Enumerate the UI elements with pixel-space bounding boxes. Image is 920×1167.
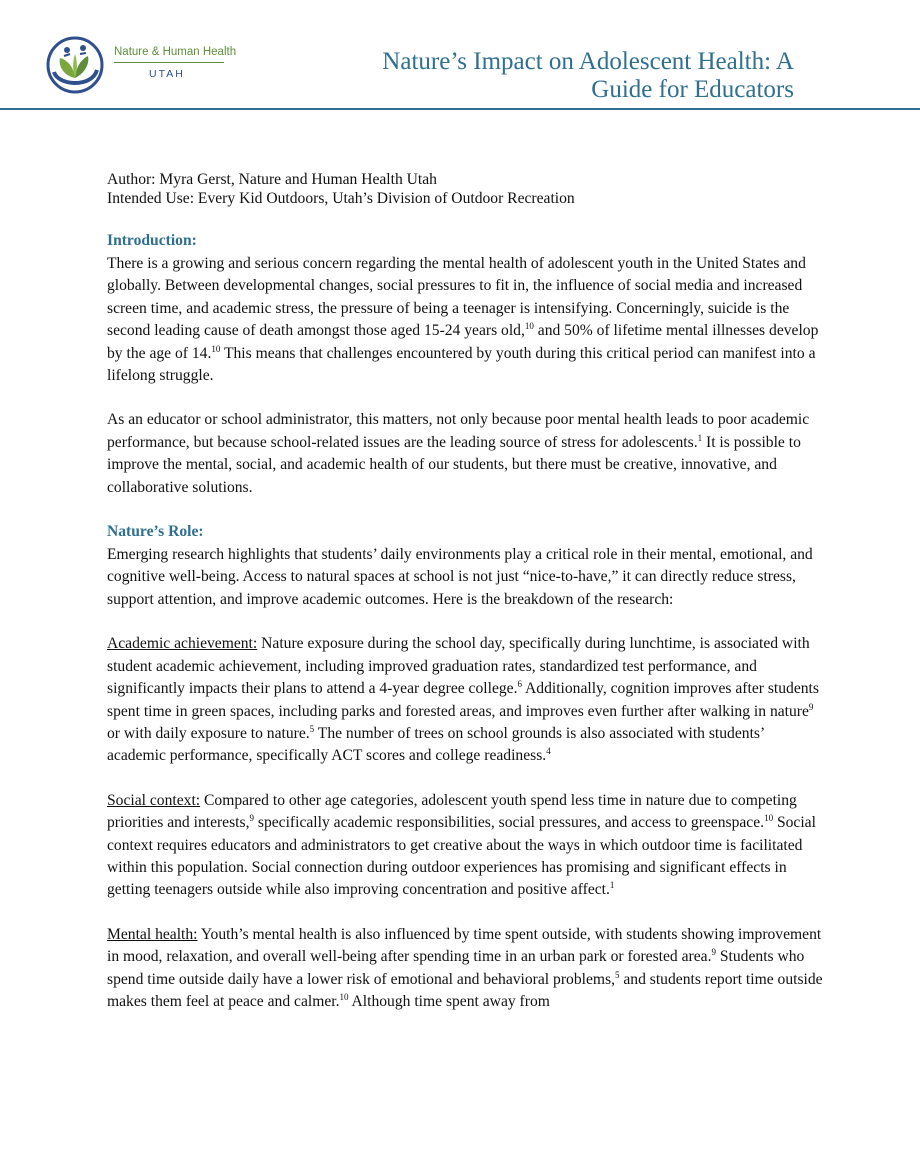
text-segment: As an educator or school administrator, this matters, not only because poor mental health leads to poor academic performance, but because school-related issues are the leading source of stress for adolescents. xyxy=(107,411,810,451)
text-segment: It is possible to improve the mental, social, and academic health of our students, but there must be creative, innovative, and collaborative solutions. xyxy=(107,433,801,496)
text-segment: or with daily exposure to nature. xyxy=(107,724,310,742)
page-header xyxy=(0,0,920,110)
text-segment: Youth’s mental health is also influenced by time spent outside, with students showing improvement in mood, relaxation, and overall well-being after spending time in an urban park or forested area. xyxy=(107,925,822,966)
text-segment: The number of trees on school grounds is also associated with students’ academic performance, specifically ACT scores and college readiness. xyxy=(107,724,764,765)
social-context-lead: Social context: xyxy=(107,791,201,809)
citation: 5 xyxy=(614,969,620,980)
citation: 9 xyxy=(711,946,716,957)
introduction-paragraph-2 xyxy=(107,409,823,499)
citation: 10 xyxy=(764,812,774,823)
introduction-paragraph-1 xyxy=(107,253,823,387)
text-segment: This means that challenges encountered by youth during this critical period can manifest into a lifelong struggle. xyxy=(107,344,816,385)
text-segment: Additionally, cognition improves after students spent time in green spaces, including parks and forested areas, and improves even further after walking in nature xyxy=(107,680,819,720)
text-segment: Social context requires educators and administrators to get creative about the ways in which outdoor time is facilitated within this population. Social connection during outdoor experiences has promising and significant effects in getting teenagers outside while also improving concentration and positive affect. xyxy=(107,814,816,899)
citation: 10 xyxy=(524,321,534,332)
citation: 5 xyxy=(309,723,315,734)
natures-role-heading: Nature’s Role: xyxy=(107,523,204,541)
citation: 1 xyxy=(697,432,703,443)
text-segment: There is a growing and serious concern regarding the mental health of adolescent youth in the United States and globally. Between developmental changes, social pressures to fit in, the influence of social media and increased screen time, and academic stress, the pressure of being a teenager is intensifying. Concerningly, suicide is the second leading cause of death amongst those aged 15-24 years old, xyxy=(107,255,806,340)
intended-use-line: Intended Use: Every Kid Outdoors, Utah’s Division of Outdoor Recreation xyxy=(107,190,575,207)
document-body xyxy=(107,170,823,1013)
citation: 1 xyxy=(609,880,615,891)
author-line: Author: Myra Gerst, Nature and Human Health Utah xyxy=(107,171,437,188)
logo-subtitle: UTAH xyxy=(149,68,185,80)
social-context-paragraph xyxy=(107,790,823,902)
citation: 10 xyxy=(339,991,349,1002)
document-title: Nature’s Impact on Adolescent Health: A Guide for Educators xyxy=(382,48,794,103)
text-segment: Students who spend time outside daily have a lower risk of emotional and behavioral problems, xyxy=(107,948,805,988)
citation: 10 xyxy=(211,343,221,354)
organization-logo xyxy=(44,34,244,96)
text-segment: Compared to other age categories, adolescent youth spend less time in nature due to competing priorities and interests, xyxy=(107,791,797,832)
header-rule xyxy=(0,108,920,110)
introduction-heading: Introduction: xyxy=(107,232,197,249)
logo-title: Nature & Human Health xyxy=(114,46,237,58)
text-segment: specifically academic responsibilities, social pressures, and access to greenspace. xyxy=(253,814,765,832)
text-segment: Nature exposure during the school day, specifically during lunchtime, is associated with student academic achievement, including improved graduation rates, standardized test performance, and significantly impacts their plans to attend a 4-year degree college. xyxy=(107,635,810,698)
citation: 9 xyxy=(808,701,814,712)
text-segment: and 50% of lifetime mental illnesses develop by the age of 14. xyxy=(107,322,819,362)
academic-achievement-paragraph xyxy=(107,633,823,767)
leaf-figure-icon xyxy=(44,34,106,96)
document-meta xyxy=(107,170,823,208)
logo-divider xyxy=(114,62,224,63)
academic-achievement-lead: Academic achievement: xyxy=(107,635,258,653)
mental-health-lead: Mental health: xyxy=(107,925,198,943)
citation: 4 xyxy=(546,746,551,757)
text-segment: Although time spent away from xyxy=(348,992,550,1010)
mental-health-paragraph xyxy=(107,924,823,1014)
citation: 6 xyxy=(517,678,522,689)
citation: 9 xyxy=(249,812,254,823)
text-segment: and students report time outside makes them feel at peace and calmer. xyxy=(107,970,823,1010)
natures-role-paragraph: Emerging research highlights that students’ daily environments play a critical role in their mental, emotional, and cognitive well-being. Access to natural spaces at school is not just “nice-to-have,” it can directly reduce stress, support attention, and improve academic outcomes. Here is the breakdown of the research: xyxy=(107,546,813,608)
